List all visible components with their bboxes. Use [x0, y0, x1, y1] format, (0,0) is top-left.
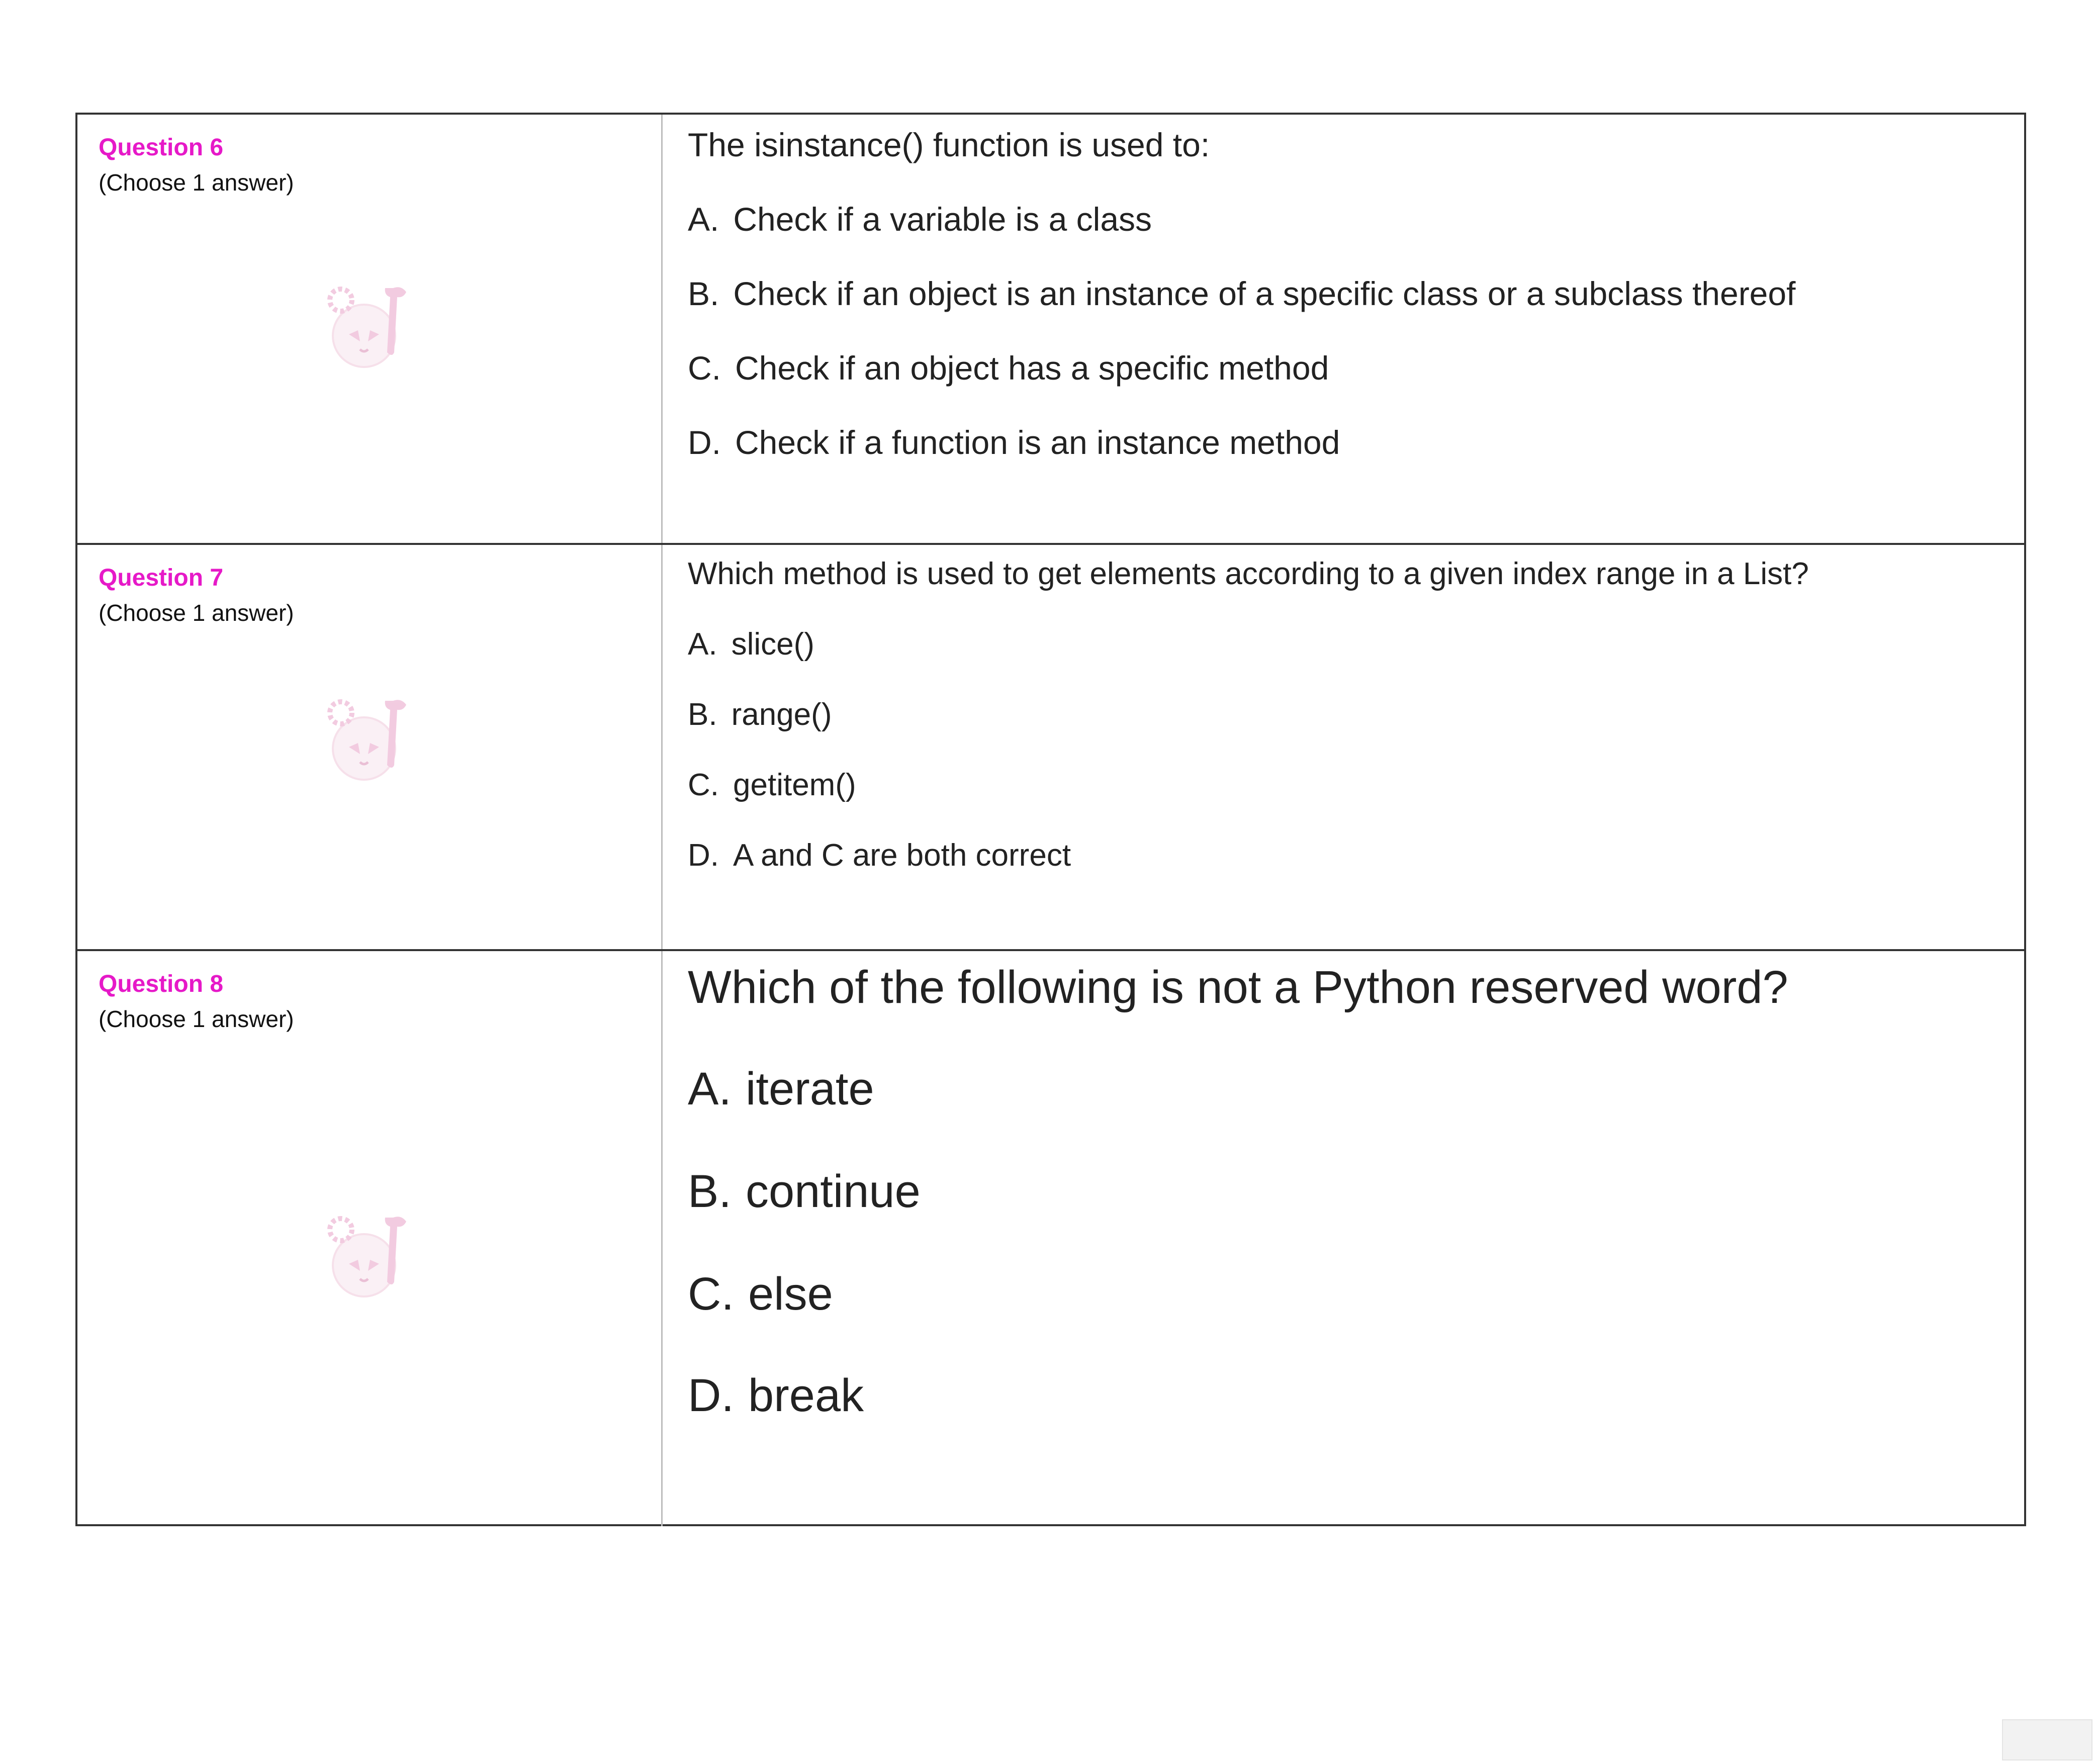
option-text: Check if a variable is a class: [733, 201, 1152, 238]
question-hint: (Choose 1 answer): [99, 1006, 294, 1032]
gear-wrench-cat-logo-icon: [318, 278, 418, 374]
question-row-7: [77, 543, 2024, 949]
question-text: Which method is used to get elements according to a given index range in a List?: [688, 556, 1809, 591]
question-title: Question 8: [99, 971, 224, 997]
answer-option-c[interactable]: [688, 349, 1329, 387]
answer-option-a[interactable]: [688, 200, 1152, 238]
answer-option-b[interactable]: [688, 1165, 921, 1218]
option-letter: B.: [688, 697, 717, 732]
option-text: else: [748, 1268, 833, 1320]
option-letter: B.: [688, 1166, 732, 1217]
option-letter: D.: [688, 838, 719, 873]
option-letter: A.: [688, 627, 717, 662]
question-info-cell: [77, 545, 663, 949]
question-text: Which of the following is not a Python reserved word?: [688, 962, 1788, 1013]
option-text: break: [748, 1370, 864, 1421]
option-text: slice(): [731, 627, 814, 662]
question-text: The isinstance() function is used to:: [688, 126, 1210, 163]
answer-option-a[interactable]: [688, 1063, 874, 1116]
answer-option-a[interactable]: [688, 626, 814, 662]
answer-option-b[interactable]: [688, 697, 832, 732]
option-text: Check if an object is an instance of a specific class or a subclass thereof: [733, 275, 1796, 312]
option-letter: B.: [688, 275, 719, 312]
option-letter: C.: [688, 349, 721, 387]
answer-option-d[interactable]: [688, 423, 1340, 461]
option-text: range(): [731, 697, 832, 732]
option-text: getitem(): [733, 768, 856, 802]
option-letter: A.: [688, 201, 719, 238]
option-letter: C.: [688, 1268, 734, 1320]
option-letter: C.: [688, 768, 719, 802]
option-text: Check if a function is an instance method: [735, 424, 1340, 461]
question-content-cell: [663, 115, 2024, 543]
corner-watermark-logo: [2002, 1719, 2092, 1760]
question-info-cell: [77, 115, 663, 543]
question-title: Question 7: [99, 565, 224, 591]
quiz-table: [75, 113, 2026, 1526]
option-text: Check if an object has a specific method: [735, 349, 1329, 387]
gear-wrench-cat-logo-icon: [318, 691, 418, 786]
question-content-cell: [663, 951, 2024, 1526]
option-letter: A.: [688, 1063, 732, 1115]
question-hint: (Choose 1 answer): [99, 600, 294, 626]
answer-option-c[interactable]: [688, 1268, 833, 1321]
option-letter: D.: [688, 424, 721, 461]
question-row-6: [77, 115, 2024, 543]
question-info-cell: [77, 951, 663, 1526]
answer-option-c[interactable]: [688, 767, 856, 803]
question-row-8: [77, 949, 2024, 1526]
question-title: Question 6: [99, 134, 224, 161]
gear-wrench-cat-logo-icon: [318, 1208, 418, 1303]
answer-option-b[interactable]: [688, 274, 1795, 313]
question-hint: (Choose 1 answer): [99, 169, 294, 196]
option-letter: D.: [688, 1370, 734, 1421]
answer-option-d[interactable]: [688, 838, 1071, 873]
option-text: continue: [745, 1166, 921, 1217]
answer-option-d[interactable]: [688, 1369, 864, 1422]
option-text: iterate: [745, 1063, 874, 1115]
option-text: A and C are both correct: [733, 838, 1071, 873]
question-content-cell: [663, 545, 2024, 949]
